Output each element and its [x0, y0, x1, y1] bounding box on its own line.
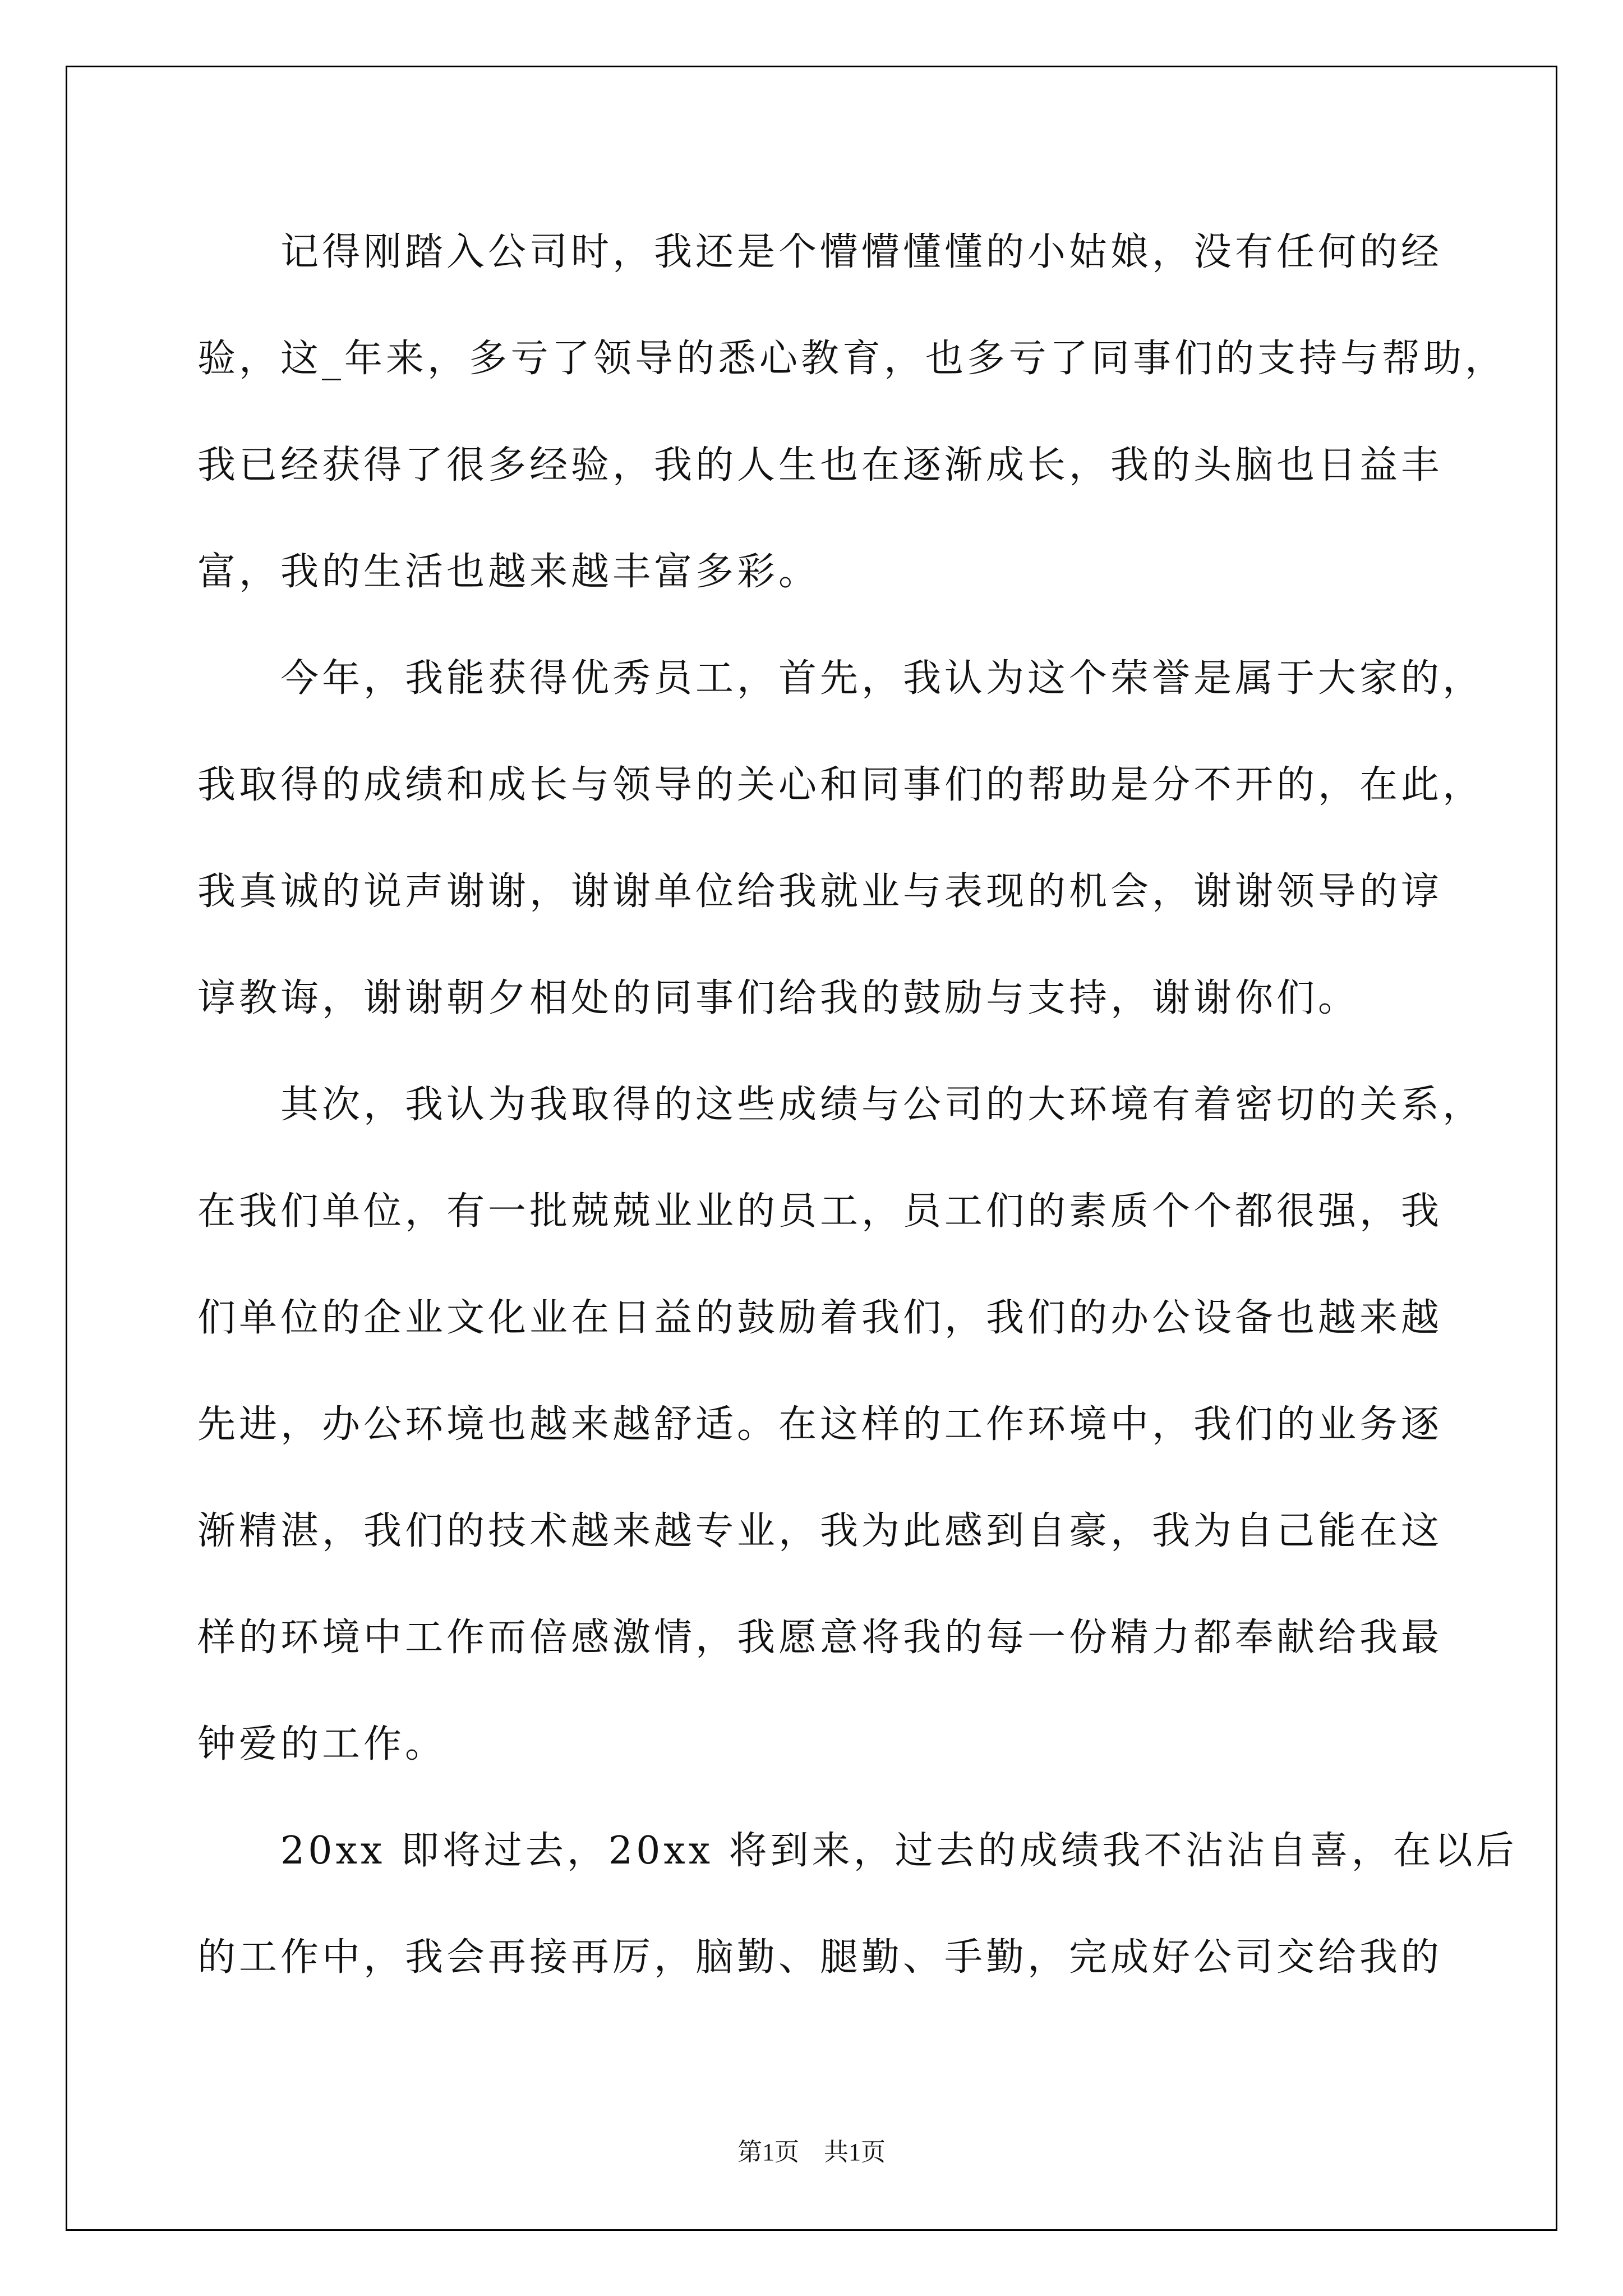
body-line: 今年，我能获得优秀员工，首先，我认为这个荣誉是属于大家的，: [197, 656, 1484, 701]
body-line: 在我们单位，有一批兢兢业业的员工，员工们的素质个个都很强，我: [197, 1189, 1443, 1234]
body-line: 记得刚踏入公司时，我还是个懵懵懂懂的小姑娘，没有任何的经: [197, 230, 1443, 274]
body-line: 富，我的生活也越来越丰富多彩。: [197, 550, 820, 594]
page-number: 第1页 共1页: [737, 2138, 886, 2166]
body-line: 们单位的企业文化业在日益的鼓励着我们，我们的办公设备也越来越: [197, 1296, 1443, 1340]
body-line: 先进，办公环境也越来越舒适。在这样的工作环境中，我们的业务逐: [197, 1402, 1443, 1447]
body-line: 钟爱的工作。: [197, 1722, 447, 1766]
body-line: 谆教诲，谢谢朝夕相处的同事们给我的鼓励与支持，谢谢你们。: [197, 976, 1360, 1020]
body-line: 验，这_年来，多亏了领导的悉心教育，也多亏了同事们的支持与帮助，: [197, 337, 1507, 381]
body-line: 的工作中，我会再接再厉，脑勤、腿勤、手勤，完成好公司交给我的: [197, 1935, 1443, 1980]
body-line: 其次，我认为我取得的这些成绩与公司的大环境有着密切的关系，: [197, 1083, 1484, 1127]
body-line: 我取得的成绩和成长与领导的关心和同事们的帮助是分不开的，在此，: [197, 763, 1484, 807]
body-line: 20xx 即将过去，20xx 将到来，过去的成绩我不沾沾自喜，在以后: [197, 1829, 1518, 1873]
page-border: [66, 66, 1557, 2231]
body-line: 我已经获得了很多经验，我的人生也在逐渐成长，我的头脑也日益丰: [197, 443, 1443, 487]
body-line: 样的环境中工作而倍感激情，我愿意将我的每一份精力都奉献给我最: [197, 1616, 1443, 1660]
body-line: 渐精湛，我们的技术越来越专业，我为此感到自豪，我为自己能在这: [197, 1509, 1443, 1553]
body-line: 我真诚的说声谢谢，谢谢单位给我就业与表现的机会，谢谢领导的谆: [197, 869, 1443, 914]
